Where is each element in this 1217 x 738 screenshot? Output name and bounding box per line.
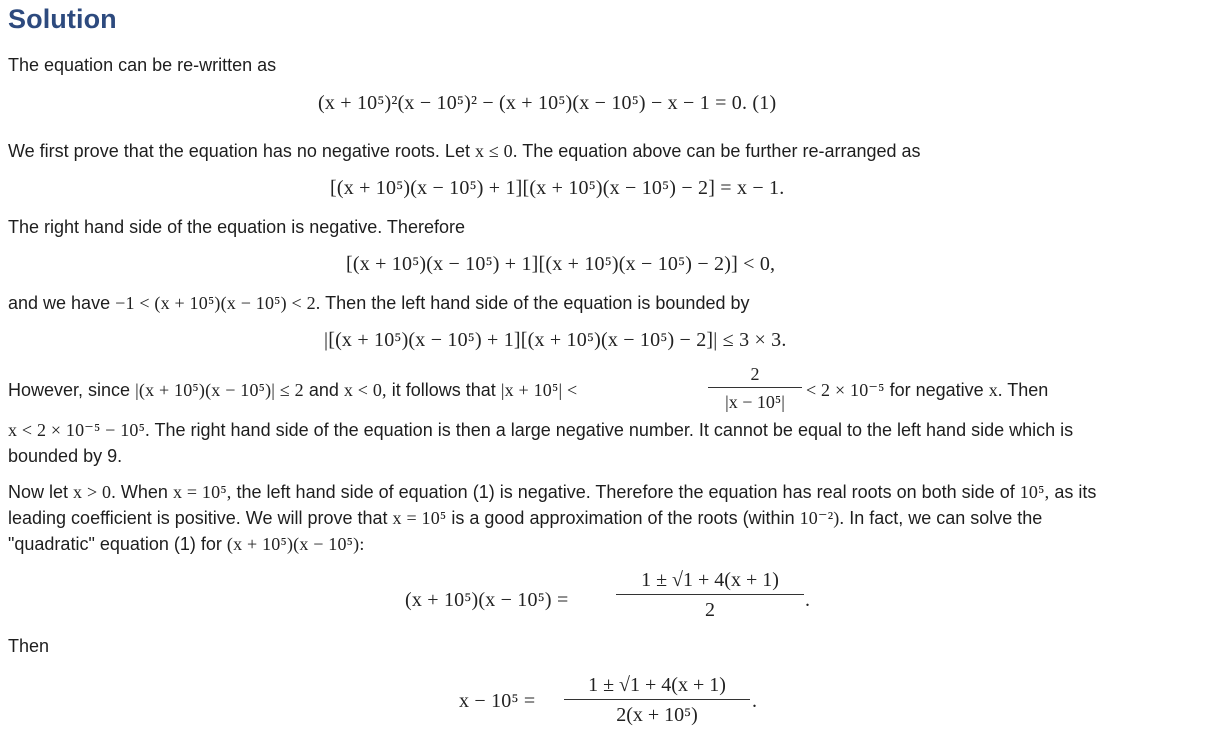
- equation-5-lhs: (x + 10⁵)(x − 10⁵) =: [405, 589, 569, 611]
- large-negative-line: [8, 418, 1073, 442]
- inline-math: x < 2 × 10⁻⁵ − 10⁵.: [8, 420, 150, 440]
- equation-1: (x + 10⁵)²(x − 10⁵)² − (x + 10⁵)(x − 10⁵) − x − 1 = 0. (1): [318, 92, 777, 114]
- positive-case-line-2: [8, 506, 1042, 530]
- inline-math: x > 0.: [73, 482, 116, 502]
- bounded-paragraph: [8, 291, 750, 315]
- fraction-numerator: 2: [750, 364, 760, 384]
- inline-math: 10⁵,: [1019, 482, 1050, 502]
- paragraph-text: Then: [1007, 380, 1049, 400]
- paragraph-text: When: [120, 482, 168, 502]
- paragraph-text: However, since: [8, 380, 131, 400]
- paragraph-text: Then the left hand side of the equation is bounded by: [325, 293, 750, 313]
- paragraph-text: the left hand side of equation (1) is negative. Therefore the equation has real roots on both side of: [236, 482, 1015, 502]
- paragraph-text: The equation above can be further re-arranged as: [522, 141, 921, 161]
- however-line-right: [806, 378, 1048, 402]
- paragraph-text: for negative: [889, 380, 984, 400]
- paragraph-text: is a good approximation of the roots (within: [451, 508, 795, 528]
- equation-6-period: .: [752, 690, 758, 712]
- rhs-negative-paragraph: The right hand side of the equation is negative. Therefore: [8, 217, 465, 237]
- inline-math: x ≤ 0.: [474, 141, 518, 161]
- however-line-left: [8, 378, 577, 402]
- inline-math: |x + 10⁵| <: [500, 380, 578, 400]
- paragraph-text: Now let: [8, 482, 69, 502]
- paragraph-text: and we have: [8, 293, 111, 313]
- paragraph-text: as its: [1054, 482, 1097, 502]
- equation-5-period: .: [805, 589, 811, 611]
- inline-math: x = 10⁵,: [172, 482, 232, 502]
- equation-4: |[(x + 10⁵)(x − 10⁵) + 1][(x + 10⁵)(x − 10⁵) − 2]| ≤ 3 × 3.: [324, 329, 787, 351]
- paragraph-text: leading coefficient is positive. We will prove that: [8, 508, 388, 528]
- paragraph-text: We first prove that the equation has no negative roots. Let: [8, 141, 470, 161]
- solution-heading: Solution: [8, 4, 117, 34]
- inline-math: 10⁻²).: [799, 508, 845, 528]
- inline-math: < 2 × 10⁻⁵: [806, 380, 885, 400]
- fraction-bar: [708, 387, 802, 388]
- inline-math: (x + 10⁵)(x − 10⁵):: [226, 534, 365, 554]
- equation-5-fraction: [616, 569, 804, 621]
- inline-math: x < 0,: [343, 380, 387, 400]
- fraction-numerator: 1 ± √1 + 4(x + 1): [641, 569, 779, 591]
- fraction-denominator: 2(x + 10⁵): [616, 704, 698, 726]
- inline-math: |(x + 10⁵)(x − 10⁵)| ≤ 2: [135, 380, 304, 400]
- bounded-by-nine-line: bounded by 9.: [8, 446, 123, 466]
- negative-roots-paragraph: [8, 139, 921, 163]
- inline-math: −1 < (x + 10⁵)(x − 10⁵) < 2.: [115, 293, 321, 313]
- paragraph-text: "quadratic" equation (1) for: [8, 534, 222, 554]
- positive-case-line-1: [8, 480, 1096, 504]
- equation-6-fraction: [564, 674, 750, 726]
- fraction-bar: [564, 699, 750, 700]
- equation-3: [(x + 10⁵)(x − 10⁵) + 1][(x + 10⁵)(x − 10⁵) − 2)] < 0,: [346, 253, 776, 275]
- paragraph-text: In fact, we can solve the: [849, 508, 1043, 528]
- fraction-bar: [616, 594, 804, 595]
- inline-math: x = 10⁵: [392, 508, 447, 528]
- intro-paragraph: The equation can be re-written as: [8, 55, 277, 75]
- equation-2: [(x + 10⁵)(x − 10⁵) + 1][(x + 10⁵)(x − 10⁵) − 2] = x − 1.: [330, 177, 785, 199]
- positive-case-line-3: [8, 532, 365, 556]
- then-label: Then: [8, 636, 50, 656]
- inline-fraction: [708, 364, 802, 412]
- fraction-denominator: |x − 10⁵|: [725, 392, 785, 412]
- equation-6-lhs: x − 10⁵ =: [459, 690, 536, 712]
- paragraph-text: The right hand side of the equation is then a large negative number. It cannot be equal to the left hand side which is: [154, 420, 1074, 440]
- fraction-numerator: 1 ± √1 + 4(x + 1): [588, 674, 726, 696]
- inline-math: x.: [988, 380, 1003, 400]
- fraction-denominator: 2: [705, 599, 715, 621]
- paragraph-text: it follows that: [391, 380, 496, 400]
- paragraph-text: and: [308, 380, 339, 400]
